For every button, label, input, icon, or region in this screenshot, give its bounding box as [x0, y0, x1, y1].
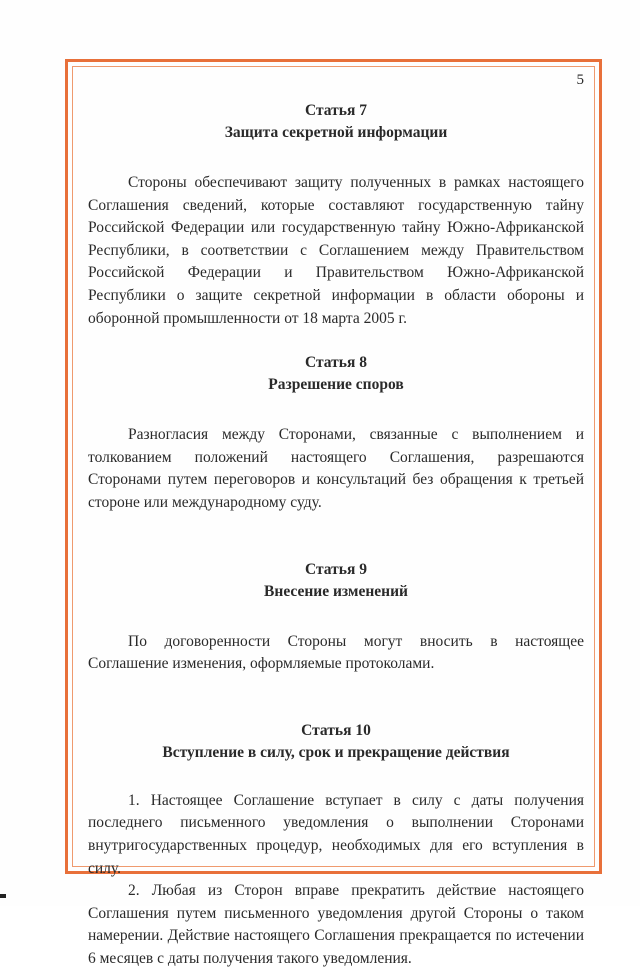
article-heading: Внесение изменений — [264, 582, 408, 600]
article-paragraph: 2. Любая из Сторон вправе прекратить действие настоящего Соглашения путем письменного уведомления другой Стороны о таком намерении. Действие настоящего Соглашения прекращается по истечении 6 месяцев с даты получения такого уведомления. — [88, 882, 584, 967]
article-title: Статья 9 — [305, 560, 367, 578]
article-7 — [88, 100, 584, 330]
article-title: Статья 7 — [305, 102, 367, 119]
article-paragraph: Разногласия между Сторонами, связанные с выполнением и толкованием положений настоящего Соглашения, разрешаются Сторонами путем переговоров и консультаций без обращения к третьей стороне или международному суду. — [88, 426, 584, 511]
article-9 — [88, 559, 584, 676]
article-title: Статья 8 — [305, 354, 367, 372]
page-number: 5 — [576, 72, 584, 88]
article-paragraph: Стороны обеспечивают защиту полученных в рамках настоящего Соглашения сведений, которые составляют государственную тайну Российской Федерации или государственную тайну Южно-Африканской Республики, в соответствии с Соглашением между Правительством Российской Федерации и Правительством Южно-Африканской Республики о защите секретной информации в области обороны и оборонной промышленности от 18 марта 2005 г. — [88, 174, 584, 327]
article-heading: Вступление в силу, срок и прекращение действия — [162, 743, 510, 761]
article-title: Статья 10 — [301, 721, 371, 739]
article-heading: Разрешение споров — [268, 376, 404, 394]
article-8 — [88, 352, 584, 514]
scan-edge-mark — [0, 894, 6, 898]
article-10 — [88, 720, 584, 970]
document-body — [88, 100, 584, 970]
article-heading: Защита секретной информации — [224, 124, 448, 141]
article-paragraph: 1. Настоящее Соглашение вступает в силу с даты получения последнего письменного уведомления о выполнении Сторонами внутригосударственных процедур, необходимых для его вступления в силу. — [88, 791, 584, 877]
article-paragraph: По договоренности Стороны могут вносить в настоящее Соглашение изменения, оформляемые протоколами. — [88, 632, 584, 673]
